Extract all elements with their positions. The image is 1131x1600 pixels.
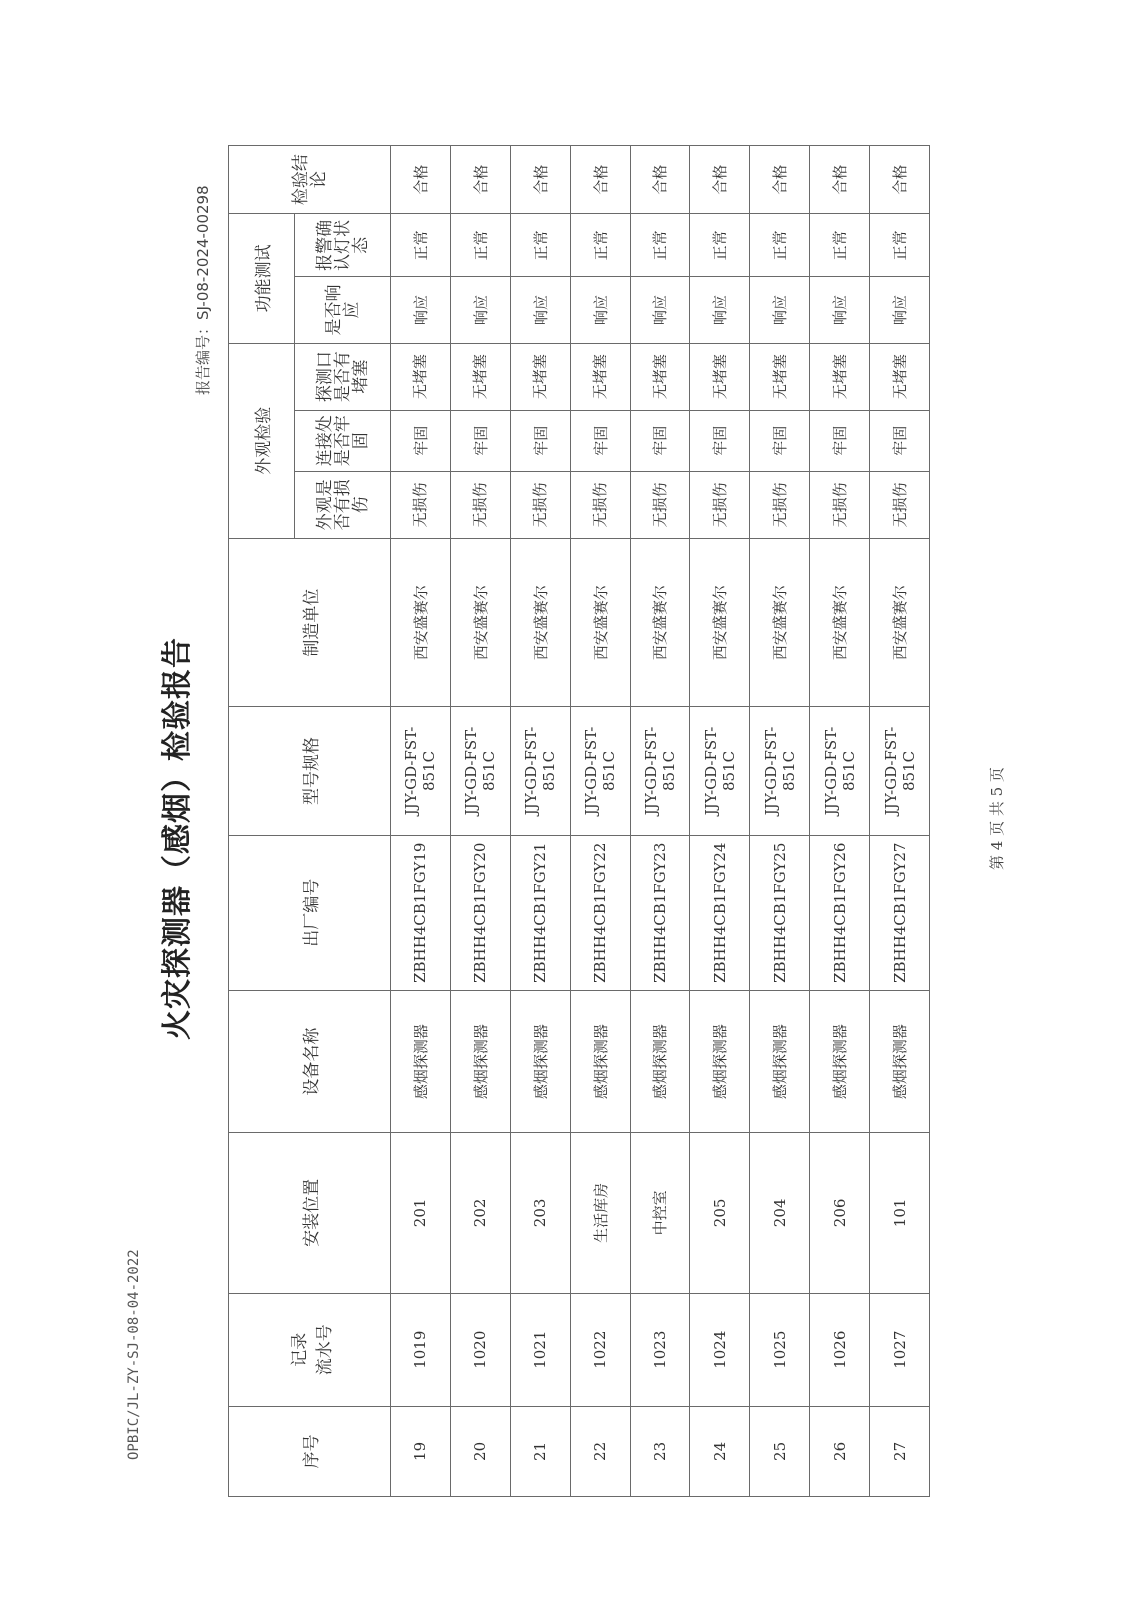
table-row bbox=[750, 146, 810, 1497]
cell-connection: 牢固 bbox=[870, 410, 930, 471]
cell-device: 感烟探测器 bbox=[570, 990, 630, 1132]
cell-record: 1026 bbox=[810, 1293, 870, 1406]
cell-connection: 牢固 bbox=[391, 410, 451, 471]
cell-location: 206 bbox=[810, 1133, 870, 1293]
cell-maker: 西安盛赛尔 bbox=[570, 538, 630, 706]
cell-serial: ZBHH4CB1FGY21 bbox=[510, 835, 570, 990]
cell-blocked: 无堵塞 bbox=[810, 343, 870, 410]
cell-location: 中控室 bbox=[630, 1133, 690, 1293]
cell-model: JJY-GD-FST-851C bbox=[810, 707, 870, 835]
cell-alarm-light: 正常 bbox=[510, 214, 570, 277]
header-connection: 连接处是否牢固 bbox=[295, 410, 391, 471]
cell-model: JJY-GD-FST-851C bbox=[450, 707, 510, 835]
cell-seq: 19 bbox=[391, 1406, 451, 1496]
cell-model: JJY-GD-FST-851C bbox=[510, 707, 570, 835]
cell-response: 响应 bbox=[450, 277, 510, 343]
cell-record: 1027 bbox=[870, 1293, 930, 1406]
cell-alarm-light: 正常 bbox=[570, 214, 630, 277]
cell-blocked: 无堵塞 bbox=[870, 343, 930, 410]
cell-record: 1022 bbox=[570, 1293, 630, 1406]
cell-damage: 无损伤 bbox=[450, 471, 510, 538]
cell-model: JJY-GD-FST-851C bbox=[570, 707, 630, 835]
cell-serial: ZBHH4CB1FGY24 bbox=[690, 835, 750, 990]
cell-response: 响应 bbox=[750, 277, 810, 343]
cell-conclusion: 合格 bbox=[391, 146, 451, 214]
cell-maker: 西安盛赛尔 bbox=[510, 538, 570, 706]
cell-conclusion: 合格 bbox=[870, 146, 930, 214]
cell-blocked: 无堵塞 bbox=[450, 343, 510, 410]
cell-serial: ZBHH4CB1FGY20 bbox=[450, 835, 510, 990]
cell-conclusion: 合格 bbox=[570, 146, 630, 214]
cell-damage: 无损伤 bbox=[630, 471, 690, 538]
cell-device: 感烟探测器 bbox=[630, 990, 690, 1132]
cell-location: 生活库房 bbox=[570, 1133, 630, 1293]
header-conclusion: 检验结论 bbox=[229, 146, 391, 214]
cell-maker: 西安盛赛尔 bbox=[391, 538, 451, 706]
cell-seq: 25 bbox=[750, 1406, 810, 1496]
cell-seq: 27 bbox=[870, 1406, 930, 1496]
cell-model: JJY-GD-FST-851C bbox=[690, 707, 750, 835]
cell-device: 感烟探测器 bbox=[750, 990, 810, 1132]
cell-maker: 西安盛赛尔 bbox=[630, 538, 690, 706]
cell-damage: 无损伤 bbox=[690, 471, 750, 538]
cell-response: 响应 bbox=[690, 277, 750, 343]
cell-record: 1025 bbox=[750, 1293, 810, 1406]
cell-seq: 23 bbox=[630, 1406, 690, 1496]
cell-device: 感烟探测器 bbox=[510, 990, 570, 1132]
cell-device: 感烟探测器 bbox=[450, 990, 510, 1132]
report-number-value: SJ-08-2024-00298 bbox=[194, 185, 212, 320]
header-device: 设备名称 bbox=[229, 990, 391, 1132]
cell-device: 感烟探测器 bbox=[870, 990, 930, 1132]
table-row bbox=[870, 146, 930, 1497]
cell-record: 1024 bbox=[690, 1293, 750, 1406]
cell-location: 205 bbox=[690, 1133, 750, 1293]
cell-alarm-light: 正常 bbox=[630, 214, 690, 277]
cell-blocked: 无堵塞 bbox=[750, 343, 810, 410]
header-location: 安装位置 bbox=[229, 1133, 391, 1293]
cell-damage: 无损伤 bbox=[750, 471, 810, 538]
cell-conclusion: 合格 bbox=[630, 146, 690, 214]
cell-maker: 西安盛赛尔 bbox=[690, 538, 750, 706]
cell-serial: ZBHH4CB1FGY27 bbox=[870, 835, 930, 990]
cell-damage: 无损伤 bbox=[391, 471, 451, 538]
cell-blocked: 无堵塞 bbox=[630, 343, 690, 410]
page-number: 第 4 页 共 5 页 bbox=[988, 767, 1006, 870]
cell-response: 响应 bbox=[391, 277, 451, 343]
cell-connection: 牢固 bbox=[750, 410, 810, 471]
table-body bbox=[391, 146, 930, 1497]
cell-seq: 20 bbox=[450, 1406, 510, 1496]
cell-serial: ZBHH4CB1FGY22 bbox=[570, 835, 630, 990]
table-row bbox=[690, 146, 750, 1497]
cell-device: 感烟探测器 bbox=[690, 990, 750, 1132]
cell-damage: 无损伤 bbox=[570, 471, 630, 538]
cell-blocked: 无堵塞 bbox=[391, 343, 451, 410]
table-row bbox=[450, 146, 510, 1497]
cell-model: JJY-GD-FST-851C bbox=[870, 707, 930, 835]
cell-serial: ZBHH4CB1FGY23 bbox=[630, 835, 690, 990]
cell-device: 感烟探测器 bbox=[810, 990, 870, 1132]
cell-connection: 牢固 bbox=[810, 410, 870, 471]
cell-model: JJY-GD-FST-851C bbox=[391, 707, 451, 835]
table-row bbox=[570, 146, 630, 1497]
table-row bbox=[391, 146, 451, 1497]
cell-blocked: 无堵塞 bbox=[570, 343, 630, 410]
cell-connection: 牢固 bbox=[630, 410, 690, 471]
cell-seq: 22 bbox=[570, 1406, 630, 1496]
header-seq: 序号 bbox=[229, 1406, 391, 1496]
cell-connection: 牢固 bbox=[450, 410, 510, 471]
report-number-label: 报告编号： bbox=[194, 319, 212, 395]
header-record: 记录 流水号 bbox=[229, 1293, 391, 1406]
cell-location: 101 bbox=[870, 1133, 930, 1293]
cell-response: 响应 bbox=[510, 277, 570, 343]
cell-seq: 24 bbox=[690, 1406, 750, 1496]
cell-alarm-light: 正常 bbox=[450, 214, 510, 277]
cell-conclusion: 合格 bbox=[690, 146, 750, 214]
report-title: 火灾探测器（感烟）检验报告 bbox=[160, 637, 195, 1040]
cell-conclusion: 合格 bbox=[450, 146, 510, 214]
cell-damage: 无损伤 bbox=[870, 471, 930, 538]
cell-response: 响应 bbox=[870, 277, 930, 343]
cell-record: 1023 bbox=[630, 1293, 690, 1406]
cell-serial: ZBHH4CB1FGY25 bbox=[750, 835, 810, 990]
report-number bbox=[192, 185, 213, 395]
header-function-group: 功能测试 bbox=[229, 214, 295, 343]
inspection-table bbox=[228, 145, 930, 1497]
header-serial: 出厂编号 bbox=[229, 835, 391, 990]
cell-maker: 西安盛赛尔 bbox=[810, 538, 870, 706]
cell-model: JJY-GD-FST-851C bbox=[630, 707, 690, 835]
cell-conclusion: 合格 bbox=[810, 146, 870, 214]
inspection-table-wrapper bbox=[228, 145, 930, 1497]
cell-blocked: 无堵塞 bbox=[510, 343, 570, 410]
cell-maker: 西安盛赛尔 bbox=[450, 538, 510, 706]
cell-maker: 西安盛赛尔 bbox=[750, 538, 810, 706]
cell-serial: ZBHH4CB1FGY26 bbox=[810, 835, 870, 990]
header-model: 型号规格 bbox=[229, 707, 391, 835]
cell-record: 1020 bbox=[450, 1293, 510, 1406]
cell-location: 203 bbox=[510, 1133, 570, 1293]
cell-alarm-light: 正常 bbox=[750, 214, 810, 277]
cell-connection: 牢固 bbox=[690, 410, 750, 471]
cell-model: JJY-GD-FST-851C bbox=[750, 707, 810, 835]
cell-location: 202 bbox=[450, 1133, 510, 1293]
cell-location: 204 bbox=[750, 1133, 810, 1293]
cell-alarm-light: 正常 bbox=[810, 214, 870, 277]
cell-response: 响应 bbox=[630, 277, 690, 343]
form-code: OPBIC/JL-ZY-SJ-08-04-2022 bbox=[126, 1249, 142, 1460]
table-row bbox=[810, 146, 870, 1497]
cell-blocked: 无堵塞 bbox=[690, 343, 750, 410]
header-appearance-group: 外观检验 bbox=[229, 343, 295, 538]
table-row bbox=[510, 146, 570, 1497]
cell-conclusion: 合格 bbox=[750, 146, 810, 214]
cell-damage: 无损伤 bbox=[810, 471, 870, 538]
header-maker: 制造单位 bbox=[229, 538, 391, 706]
header-response: 是否响应 bbox=[295, 277, 391, 343]
cell-response: 响应 bbox=[570, 277, 630, 343]
table-row bbox=[630, 146, 690, 1497]
header-alarm-light: 报警确认灯状态 bbox=[295, 214, 391, 277]
cell-maker: 西安盛赛尔 bbox=[870, 538, 930, 706]
cell-connection: 牢固 bbox=[570, 410, 630, 471]
cell-alarm-light: 正常 bbox=[690, 214, 750, 277]
cell-record: 1019 bbox=[391, 1293, 451, 1406]
cell-location: 201 bbox=[391, 1133, 451, 1293]
cell-response: 响应 bbox=[810, 277, 870, 343]
cell-conclusion: 合格 bbox=[510, 146, 570, 214]
cell-alarm-light: 正常 bbox=[391, 214, 451, 277]
cell-device: 感烟探测器 bbox=[391, 990, 451, 1132]
cell-serial: ZBHH4CB1FGY19 bbox=[391, 835, 451, 990]
header-probe-blocked: 探测口是否有堵塞 bbox=[295, 343, 391, 410]
header-appearance-damage: 外观是否有损伤 bbox=[295, 471, 391, 538]
cell-seq: 26 bbox=[810, 1406, 870, 1496]
cell-seq: 21 bbox=[510, 1406, 570, 1496]
cell-record: 1021 bbox=[510, 1293, 570, 1406]
cell-alarm-light: 正常 bbox=[870, 214, 930, 277]
cell-damage: 无损伤 bbox=[510, 471, 570, 538]
cell-connection: 牢固 bbox=[510, 410, 570, 471]
